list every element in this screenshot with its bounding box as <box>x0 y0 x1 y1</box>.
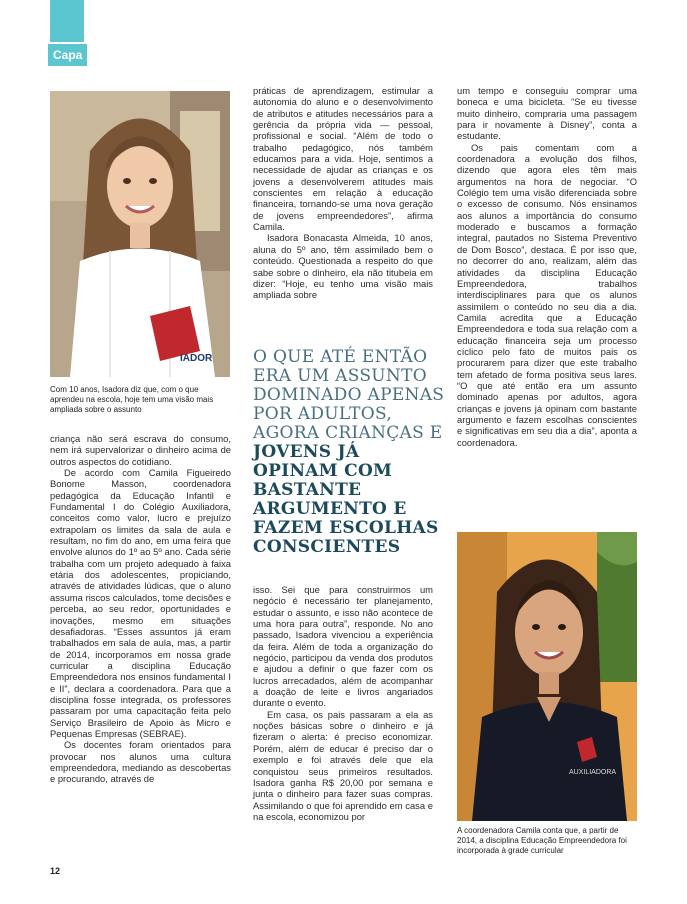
section-tab-bar <box>50 0 84 42</box>
paragraph: isso. Sei que para construirmos um negócio é necessário ter planejamento, estudar o assunto, e isso não acontece de uma hora para outra”, responde. No ano passado, Isadora vivenciou a experiência da feira. Além de toda a organização do negócio, participou da venda dos produtos e ajudou a definir o que fazer com os lucros arrecadados, além de acompanhar a doação de leite e livros angariados durante o evento. <box>253 584 433 709</box>
svg-text:AUXILIADORA: AUXILIADORA <box>569 769 617 776</box>
paragraph: criança não será escrava do consumo, nem irá supervalorizar o dinheiro acima de outros aspectos do cotidiano. <box>50 433 231 467</box>
article-column-2-bottom <box>253 584 433 822</box>
page-number: 12 <box>50 866 61 876</box>
coordinator-photo-caption: A coordenadora Camila conta que, a partir de 2014, a disciplina Educação Empreendedora foi incorporada à grade curricular <box>457 826 627 855</box>
paragraph: Os pais comentam com a coordenadora a evolução dos filhos, dizendo que agora eles têm mais argumentos na hora de negociar. “O Colégio tem uma visão diferenciada sobre o excesso de consumo. Nós ensinamos aos alunos a importância do consumo moderado e buscamos a formação integral, pautados no Sistema Preventivo de Dom Bosco”, destaca. É por isso que, no decorrer do ano, realizam, além das atividades da disciplina Educação Empreendedora, trabalhos interdisciplinares para que os alunos assimilem o conteúdo no seu dia a dia. Camila acredita que a Educação Empreendedora e toda sua relação com a educação financeira seja um processo cíclico pelo fato de muitos pais os procurarem para dizer que este trabalho tem afetado de forma positiva seus lares. “O que até então era um assunto dominado apenas por adultos, agora crianças e jovens já opinam com bastante argumento e fazem escolhas conscientes e significativas em seu dia a dia”, aponta a coordenadora. <box>457 141 637 448</box>
pull-quote-light: O QUE ATÉ ENTÃO ERA UM ASSUNTO DOMINADO APENAS POR ADULTOS, AGORA CRIANÇAS E <box>253 347 445 443</box>
article-column-2-top <box>253 85 433 301</box>
paragraph: Isadora Bonacasta Almeida, 10 anos, aluna do 5º ano, têm assimilado bem o conteúdo. Questionada a respeito do que sabe sobre o dinheiro, ela não titubeia em dizer: “Hoje, eu tenho uma visão mais ampliada sobre <box>253 232 433 301</box>
section-label: Capa <box>48 44 87 66</box>
svg-text:IADOR: IADOR <box>180 353 213 364</box>
pull-quote-bold: JOVENS JÁ OPINAM COM BASTANTE ARGUMENTO E FAZEM ESCOLHAS CONSCIENTES <box>253 442 439 557</box>
pull-quote <box>253 348 448 557</box>
paragraph: Em casa, os pais passaram a ela as noções básicas sobre o dinheiro e já fizeram o alerta: é preciso economizar. Porém, além de educar é preciso dar o exemplo e foi através dele que ela conquistou seus primeiros resultados. Isadora ganha R$ 20,00 por semana e junta o dinheiro para fazer suas compras. Assimilando o que foi aprendido em casa e na escola, economizou por <box>253 708 433 822</box>
student-photo <box>50 91 230 377</box>
paragraph: práticas de aprendizagem, estimular a autonomia do aluno e o desenvolvimento de atributos e atitudes necessários para a gerência da própria vida — pessoal, profissional e social. “Além de todo o trabalho pedagógico, nós também educamos para a vida. Hoje, sentimos a necessidade de ajudar as crianças e os jovens a desenvolverem atitudes mais conscientes em relação à educação financeira, tornando-se uma nova geração de jovens empreendedores”, afirma Camila. <box>253 85 433 233</box>
paragraph: Os docentes foram orientados para provocar nos alunos uma cultura empreendedora, mediando as descobertas e procurando, através de <box>50 739 231 785</box>
paragraph: De acordo com Camila Figueiredo Bonome Masson, coordenadora pedagógica da Educação Infantil e Fundamental I do Colégio Auxiliadora, conceitos como valor, lucro e prejuízo extrapolam os limites da sala de aula e resultam, no fim do ano, em uma feira que envolve alunos do 1º ao 5º ano. Cada série trabalha com um projeto adequado à faixa etária dos adolescentes, propiciando, através de atividades lúdicas, que o aluno assuma riscos calculados, tome decisões e perceba, ao seu redor, oportunidades e inovações, mesmo em situações desafiadoras. “Esses assuntos já eram trabalhados em sala de aula, mas, a partir de 2014, incorporamos em nossa grade curricular a disciplina Educação Empreendedora nos ensinos fundamental I e II”, declara a coordenadora. Para que a disciplina fosse integrada, os professores passaram por uma capacitação feita pelo Serviço Brasileiro de Apoio às Micro e Pequenas Empresas (SEBRAE). <box>50 467 231 739</box>
article-column-3 <box>457 85 637 448</box>
student-photo-caption: Com 10 anos, Isadora diz que, com o que aprendeu na escola, hoje tem uma visão mais ampliada sobre o assunto <box>50 385 214 414</box>
coordinator-photo <box>457 532 637 821</box>
article-column-1 <box>50 433 231 785</box>
paragraph: um tempo e conseguiu comprar uma boneca e uma bicicleta. “Se eu tivesse muito dinheiro, compraria uma passagem para ir novamente à Disney”, conta a estudante. <box>457 85 637 142</box>
